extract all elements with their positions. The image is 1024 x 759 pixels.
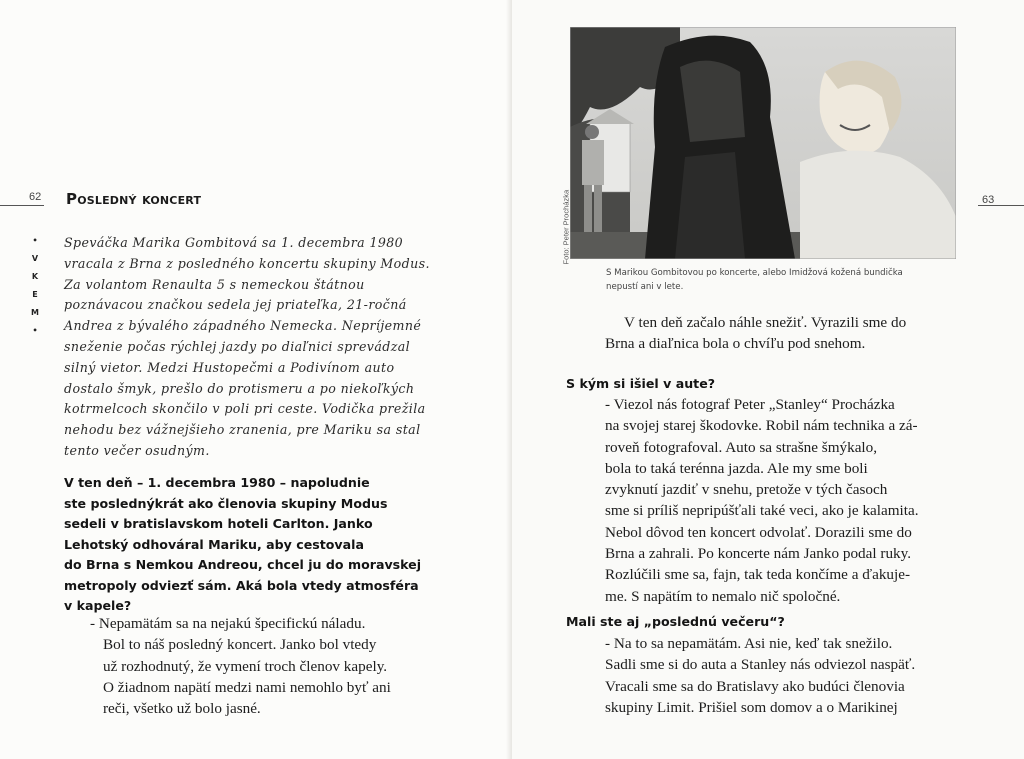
page-number-right: 63 — [982, 194, 995, 206]
photo-credit — [558, 178, 571, 268]
intro-line: sneženie počas rýchlej jazdy po diaľnici sprevádzal — [64, 338, 411, 354]
interview-answer — [83, 613, 493, 719]
intro-line: vracala z Brna z posledného koncertu skupiny Modus. — [64, 255, 430, 271]
question-line: do Brna s Nemkou Andreou, chcel ju do moravskej — [64, 557, 422, 572]
intro-line: dostalo šmyk, prešlo do protismeru a po niekoľkých — [64, 380, 415, 396]
intro-line: silný vietor. Medzi Hustopečmi a Podivínom auto — [64, 359, 395, 375]
running-head-char: M — [31, 308, 39, 317]
chapter-title — [66, 190, 201, 208]
intro-line: Speváčka Marika Gombitová sa 1. decembra 1980 — [64, 235, 404, 250]
answer-line: reči, všetko už bolo jasné. — [103, 700, 261, 718]
intro-paragraph — [64, 233, 452, 462]
intro-line: kotrmelcoch skončilo v poli pri ceste. Vodička prežila — [64, 401, 426, 417]
caption-line: S Marikou Gombitovou po koncerte, alebo Imidžová kožená bundička — [606, 268, 903, 278]
answer-line: zvyknutí jazdiť v snehu, pretože v tých časoch — [605, 481, 888, 499]
answer-line: Bol to náš posledný koncert. Janko bol vtedy — [103, 636, 377, 654]
answer-line: - Viezol nás fotograf Peter „Stanley“ Procházka — [605, 396, 895, 413]
paragraph-line: Brna a diaľnica bola o chvíľu pod snehom. — [605, 335, 866, 353]
answer-line: na svojej starej škodovke. Robil nám technika a zá- — [605, 417, 918, 435]
page-number-left: 62 — [29, 191, 42, 203]
intro-line: tento večer osudným. — [64, 442, 210, 458]
question-line: V ten deň – 1. decembra 1980 – napoludnie — [64, 475, 370, 490]
answer-line: Vracali sme sa do Bratislavy ako budúci členovia — [605, 677, 905, 695]
answer-line: Nebol dôvod ten koncert odvolať. Dorazili sme do — [605, 523, 912, 541]
answer-line: Brna a zahrali. Po koncerte nám Janko podal ruky. — [605, 545, 912, 563]
question-line: v kapele? — [64, 598, 132, 613]
question-line: metropoly odviezť sám. Aká bola vtedy atmosféra — [64, 577, 419, 593]
photo-caption — [606, 266, 966, 294]
intro-line: nehodu bez vážnejšieho zranenia, pre Mariku sa stal — [64, 422, 421, 438]
body-paragraph — [605, 312, 965, 355]
answer-line: už rozhodnutý, že vymení troch členov kapely. — [103, 657, 388, 675]
intro-line: poznávacou značkou sedela jej priateľka, 21-ročná — [64, 297, 407, 313]
running-head-char: • — [32, 326, 38, 335]
answer-line: sme si príliš nepripúšťali také veci, ako je kalamita. — [605, 502, 919, 520]
intro-line: Andrea z bývalého západného Nemecka. Nepríjemné — [64, 318, 422, 334]
paragraph-line: V ten deň začalo náhle snežiť. Vyrazili sme do — [624, 314, 907, 331]
question-line: Mali ste aj „poslednú večeru“? — [566, 614, 785, 629]
interview-question-2 — [566, 374, 715, 395]
question-line: S kým si išiel v aute? — [566, 376, 716, 391]
running-head — [30, 232, 40, 340]
answer-line: Rozlúčili sme sa, fajn, tak teda končíme a ďakuje- — [605, 566, 911, 584]
running-head-char: • — [32, 236, 38, 245]
answer-line: O žiadnom napätí medzi nami nemohlo byť ani — [103, 678, 391, 696]
interview-answer-2 — [605, 394, 965, 607]
photo-credit-text: Foto: Peter Procházka — [561, 189, 571, 265]
question-line: ste poslednýkrát ako členovia skupiny Modus — [64, 495, 388, 511]
answer-line: bola to taká terénna jazda. Ale my sme boli — [605, 459, 868, 477]
interview-question-3 — [566, 612, 785, 633]
question-line: Lehotský odhováral Mariku, aby cestovala — [64, 536, 364, 552]
page-number-rule-right — [978, 205, 1024, 206]
answer-line: Sadli sme si do auta a Stanley nás odviezol naspäť. — [605, 656, 916, 674]
caption-line: nepustí ani v lete. — [606, 282, 684, 292]
answer-line: skupiny Limit. Prišiel som domov a o Marikinej — [605, 698, 898, 716]
page-number-rule-left — [0, 205, 44, 206]
question-line: sedeli v bratislavskom hoteli Carlton. Janko — [64, 516, 373, 531]
answer-line: - Nepamätám sa na nejakú špecifickú náladu. — [90, 615, 366, 632]
photograph — [570, 27, 956, 259]
interview-answer-3 — [605, 633, 965, 718]
answer-line: roveň fotografoval. Auto sa strašne šmýkalo, — [605, 438, 878, 456]
running-head-char: K — [31, 272, 39, 281]
photograph-image — [570, 27, 956, 259]
intro-line: Za volantom Renaulta 5 s nemeckou štátnou — [64, 276, 365, 292]
running-head-char: V — [31, 254, 39, 263]
answer-line: me. S napätím to nemalo nič spoločné. — [605, 587, 841, 605]
interview-question — [64, 473, 484, 617]
running-head-char: E — [32, 290, 38, 299]
answer-line: - Na to sa nepamätám. Asi nie, keď tak snežilo. — [605, 635, 893, 652]
chapter-title-text: Posledný koncert — [66, 190, 202, 208]
